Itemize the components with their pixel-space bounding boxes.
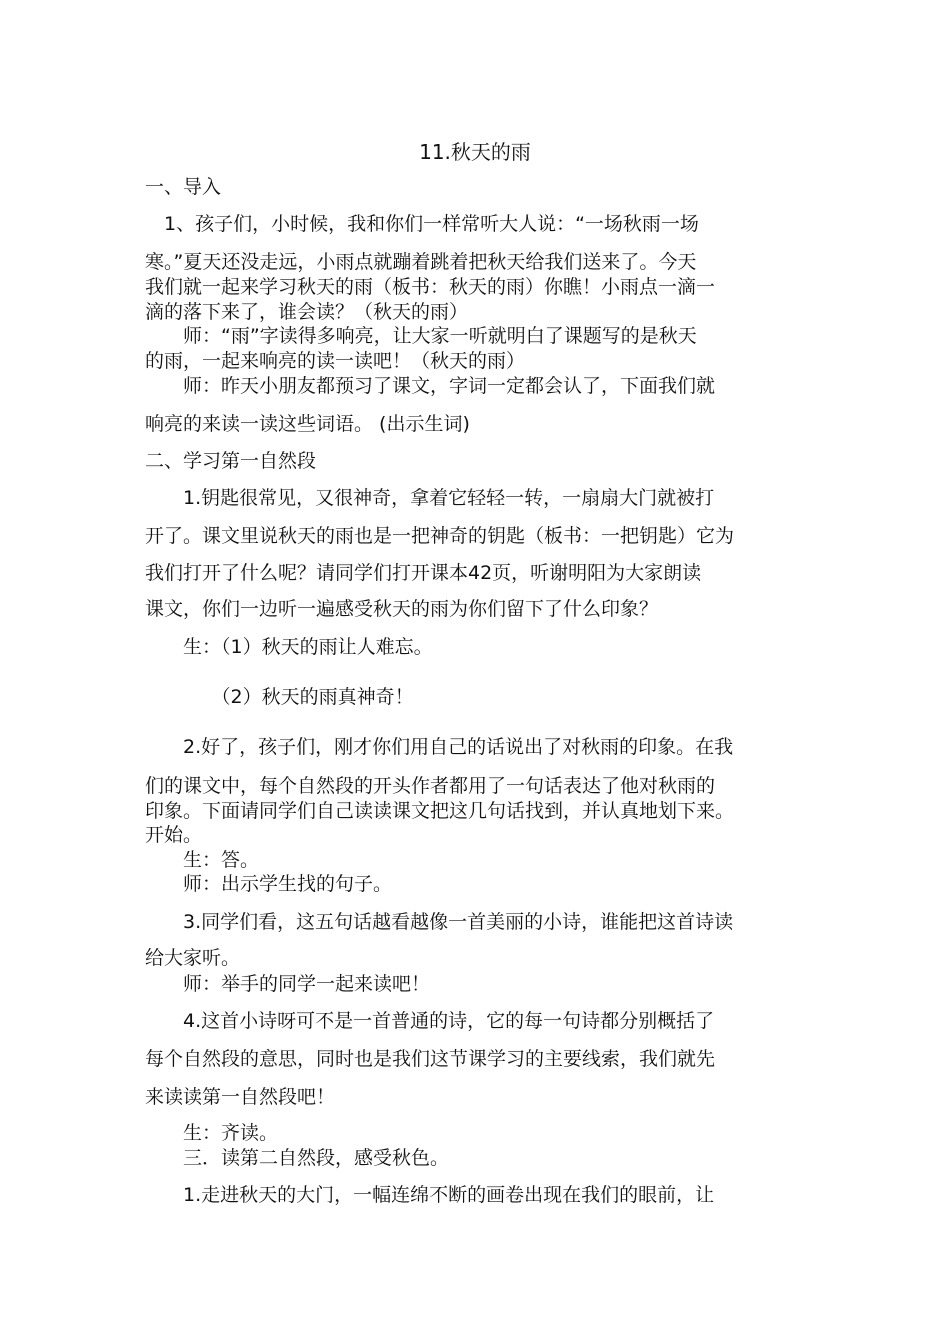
text-line: 来读读第一自然段吧！	[145, 1086, 336, 1108]
section-heading: 二、学习第一自然段	[145, 450, 317, 472]
text-line: 3.同学们看，这五句话越看越像一首美丽的小诗，谁能把这首诗读	[145, 911, 734, 933]
text-line: 给大家听。	[145, 947, 241, 969]
text-line: 1、孩子们，小时候，我和你们一样常听大人说：“一场秋雨一场	[145, 213, 699, 235]
text-line: 我们就一起来学习秋天的雨（板书：秋天的雨）你瞧！小雨点一滴一	[145, 276, 716, 298]
text-line: 我们打开了什么呢？请同学们打开课本42页，听谢明阳为大家朗读	[145, 562, 702, 584]
text-line: 生：齐读。	[145, 1122, 279, 1144]
text-line: 每个自然段的意思，同时也是我们这节课学习的主要线索，我们就先	[145, 1048, 716, 1070]
text-line: 课文，你们一边听一遍感受秋天的雨为你们留下了什么印象？	[145, 598, 659, 620]
text-line: 师：“雨”字读得多响亮，让大家一听就明白了课题写的是秋天	[145, 325, 697, 347]
text-line: 们的课文中，每个自然段的开头作者都用了一句话表达了他对秋雨的	[145, 775, 716, 797]
text-line: 开始。	[145, 824, 203, 846]
text-line: 一、导入	[145, 176, 222, 198]
text-line: 师：昨天小朋友都预习了课文，字词一定都会认了，下面我们就	[145, 375, 716, 397]
section-heading: 三．读第二自然段，感受秋色。	[145, 1147, 450, 1169]
text-line: 印象。下面请同学们自己读读课文把这几句话找到，并认真地划下来。	[145, 800, 735, 822]
text-line: 的雨，一起来响亮的读一读吧！（秋天的雨）	[145, 350, 526, 372]
text-line: 1.钥匙很常见，又很神奇，拿着它轻轻一转，一扇扇大门就被打	[145, 487, 715, 509]
text-line: 生：（1）秋天的雨让人难忘。	[145, 636, 433, 658]
page-title: 11.秋天的雨	[419, 140, 531, 164]
text-line: 1.走进秋天的大门，一幅连绵不断的画卷出现在我们的眼前，让	[145, 1184, 715, 1206]
text-line: 师：出示学生找的句子。	[145, 873, 393, 895]
text-line: 响亮的来读一读这些词语。 (出示生词)	[145, 413, 470, 435]
text-line: 寒。”夏天还没走远，小雨点就蹦着跳着把秋天给我们送来了。今天	[145, 251, 697, 273]
text-line: 开了。课文里说秋天的雨也是一把神奇的钥匙（板书：一把钥匙）它为	[145, 525, 735, 547]
text-line: 滴的落下来了，谁会读？（秋天的雨）	[145, 301, 469, 323]
text-line: 4.这首小诗呀可不是一首普通的诗，它的每一句诗都分别概括了	[145, 1010, 715, 1032]
text-line: 生：答。	[145, 849, 260, 871]
text-line: 师：举手的同学一起来读吧！	[145, 973, 431, 995]
text-line: 2.好了，孩子们，刚才你们用自己的话说出了对秋雨的印象。在我	[145, 736, 734, 758]
text-line: （2）秋天的雨真神奇！	[145, 686, 414, 708]
